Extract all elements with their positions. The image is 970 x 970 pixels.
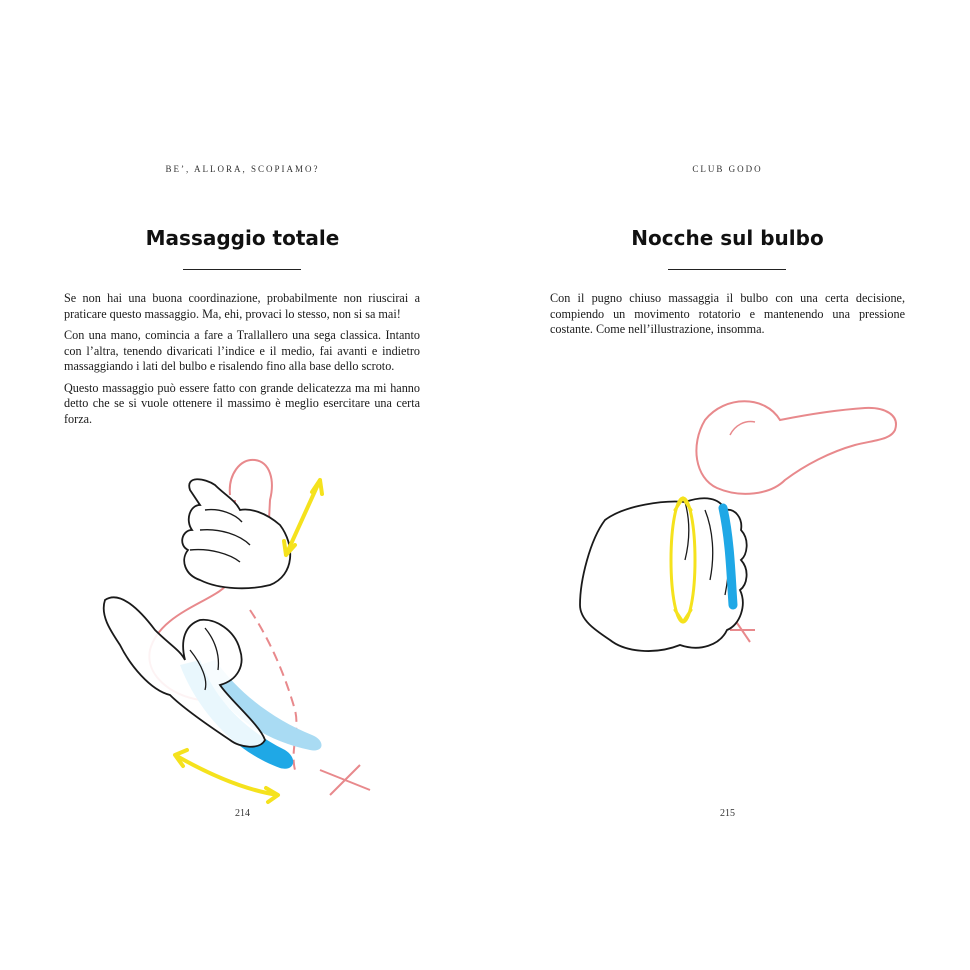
paragraph: Se non hai una buona coordinazione, probabilmente non riuscirai a praticare questo massaggio. Ma, ehi, provaci lo stesso, non si sa mai! xyxy=(64,291,420,321)
right-page xyxy=(485,0,970,970)
lower-hand xyxy=(104,597,265,746)
organ-outline xyxy=(696,401,896,494)
page-number-left: 214 xyxy=(235,808,250,819)
page-title-left: Massaggio totale xyxy=(145,226,340,250)
illustration-knuckles xyxy=(555,390,915,690)
upper-hand xyxy=(182,479,290,588)
page-number-right: 215 xyxy=(720,808,735,819)
body-text-left xyxy=(64,291,420,433)
paragraph: Questo massaggio può essere fatto con grande delicatezza ma mi hanno detto che se si vuole ottenere il massimo è meglio esercitare una certa forza. xyxy=(64,380,420,426)
body-text-right xyxy=(550,291,905,344)
arrow-horizontal xyxy=(175,755,278,795)
title-rule-right xyxy=(668,269,786,270)
perineum-mark xyxy=(320,765,370,795)
paragraph: Con il pugno chiuso massaggia il bulbo con una certa decisione, compiendo un movimento rotatorio e mantenendo una pressione costante. Come nell’illustrazione, insomma. xyxy=(550,291,905,336)
illustration-total-massage xyxy=(90,450,390,810)
running-head-right: CLUB GODO xyxy=(692,164,763,174)
organ-detail xyxy=(730,422,755,435)
title-rule-left xyxy=(183,269,301,270)
paragraph: Con una mano, comincia a fare a Trallallero una sega classica. Intanto con l’altra, tenendo divaricati l’indice e il medio, fai avanti e indietro massaggiando i lati del bulbo e risalendo fino alla base dello scroto. xyxy=(64,328,420,373)
page-title-right: Nocche sul bulbo xyxy=(631,226,824,250)
running-head-left: BE’, ALLORA, SCOPIAMO? xyxy=(165,164,320,174)
